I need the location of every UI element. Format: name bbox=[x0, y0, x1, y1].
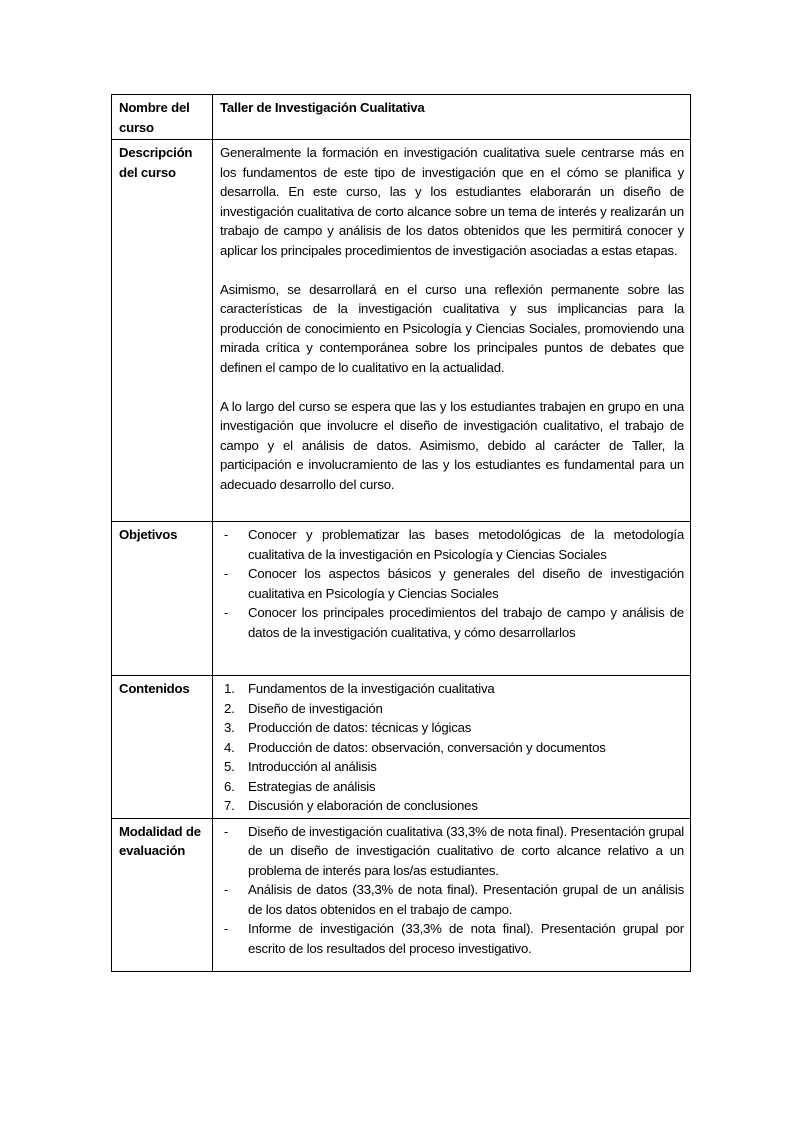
bullet-dash: - bbox=[224, 823, 229, 839]
course-info-table bbox=[111, 94, 691, 972]
item-number: 5. bbox=[224, 759, 235, 774]
content-text: Fundamentos de la investigación cualitativa bbox=[248, 681, 495, 696]
description-paragraph: Generalmente la formación en investigación cualitativa suele centrarse más en los fundamentos de este tipo de investigación que en el cómo se planifica y desarrolla. En este curso, las y los estudiantes elaborarán un diseño de investigación cualitativa de corto alcance sobre un tema de interés y realizarán un trabajo de campo y análisis de los datos obtenidos que les permitirá conocer y aplicar los principales procedimientos de investigación asociadas a estas etapas. bbox=[220, 145, 684, 258]
item-number: 7. bbox=[224, 798, 235, 813]
row-nombre bbox=[112, 95, 691, 140]
list-item bbox=[220, 757, 684, 777]
list-item bbox=[220, 880, 684, 919]
content-text: Estrategias de análisis bbox=[248, 778, 376, 794]
content-text: Discusión y elaboración de conclusiones bbox=[248, 798, 478, 813]
description-paragraph: Asimismo, se desarrollará en el curso una reflexión permanente sobre las características de la investigación cualitativa y sus implicancias para la producción de conocimiento en Psicología y Ciencias Sociales, promoviendo una mirada crítica y contemporánea sobre los principales puntos de debates que definen el campo de lo cualitativo en la actualidad. bbox=[220, 281, 684, 375]
label-evaluacion: Modalidad de evaluación bbox=[112, 818, 213, 971]
list-item bbox=[220, 822, 684, 881]
item-number: 4. bbox=[224, 739, 235, 755]
bullet-dash: - bbox=[224, 921, 229, 936]
label-objetivos: Objetivos bbox=[112, 522, 213, 676]
list-item bbox=[220, 777, 684, 797]
bullet-dash: - bbox=[224, 527, 229, 542]
objective-text: Conocer y problematizar las bases metodológicas de la metodología cualitativa de la investigación en Psicología y Ciencias Sociales bbox=[248, 527, 684, 562]
label-nombre: Nombre del curso bbox=[112, 95, 213, 140]
objective-text: Conocer los aspectos básicos y generales del diseño de investigación cualitativa en Psicología y Ciencias Sociales bbox=[248, 566, 684, 601]
item-number: 6. bbox=[224, 778, 235, 794]
label-contenidos: Contenidos bbox=[112, 676, 213, 819]
description-cell bbox=[213, 140, 691, 522]
objectives-cell bbox=[213, 522, 691, 676]
list-item bbox=[220, 564, 684, 603]
content-text: Producción de datos: observación, conversación y documentos bbox=[248, 739, 606, 755]
list-item bbox=[220, 919, 684, 958]
bullet-dash: - bbox=[224, 882, 229, 897]
evaluation-text: Diseño de investigación cualitativa (33,3% de nota final). Presentación grupal de un diseño de investigación cualitativo de corto alcance relativo a un problema de interés para los/as estudiantes. bbox=[248, 823, 684, 878]
objective-text: Conocer los principales procedimientos del trabajo de campo y análisis de datos de la investigación cualitativa, y cómo desarrollarlos bbox=[248, 605, 684, 640]
list-item bbox=[220, 796, 684, 816]
list-item bbox=[220, 525, 684, 564]
contents-cell bbox=[213, 676, 691, 819]
content-text: Diseño de investigación bbox=[248, 700, 383, 716]
content-text: Introducción al análisis bbox=[248, 759, 377, 774]
evaluation-cell bbox=[213, 818, 691, 971]
evaluation-text: Análisis de datos (33,3% de nota final). Presentación grupal de un análisis de los datos obtenidos en el trabajo de campo. bbox=[248, 882, 684, 917]
list-item bbox=[220, 738, 684, 758]
bullet-dash: - bbox=[224, 605, 229, 620]
item-number: 2. bbox=[224, 700, 235, 716]
row-objetivos bbox=[112, 522, 691, 676]
bullet-dash: - bbox=[224, 566, 229, 581]
list-item bbox=[220, 603, 684, 642]
row-evaluacion bbox=[112, 818, 691, 971]
course-name: Taller de Investigación Cualitativa bbox=[213, 95, 691, 140]
description-paragraph: A lo largo del curso se espera que las y los estudiantes trabajen en grupo en una investigación que involucre el diseño de investigación cualitativo, el trabajo de campo y el análisis de datos. Asimismo, debido al carácter de Taller, la participación e involucramiento de las y los estudiantes es fundamental para un adecuado desarrollo del curso. bbox=[220, 398, 684, 492]
list-item bbox=[220, 718, 684, 738]
item-number: 3. bbox=[224, 720, 235, 735]
item-number: 1. bbox=[224, 681, 235, 696]
list-item bbox=[220, 679, 684, 699]
list-item bbox=[220, 699, 684, 719]
row-descripcion bbox=[112, 140, 691, 522]
evaluation-text: Informe de investigación (33,3% de nota final). Presentación grupal por escrito de los resultados del proceso investigativo. bbox=[248, 921, 684, 956]
content-text: Producción de datos: técnicas y lógicas bbox=[248, 720, 472, 735]
label-descripcion: Descripción del curso bbox=[112, 140, 213, 522]
row-contenidos bbox=[112, 676, 691, 819]
